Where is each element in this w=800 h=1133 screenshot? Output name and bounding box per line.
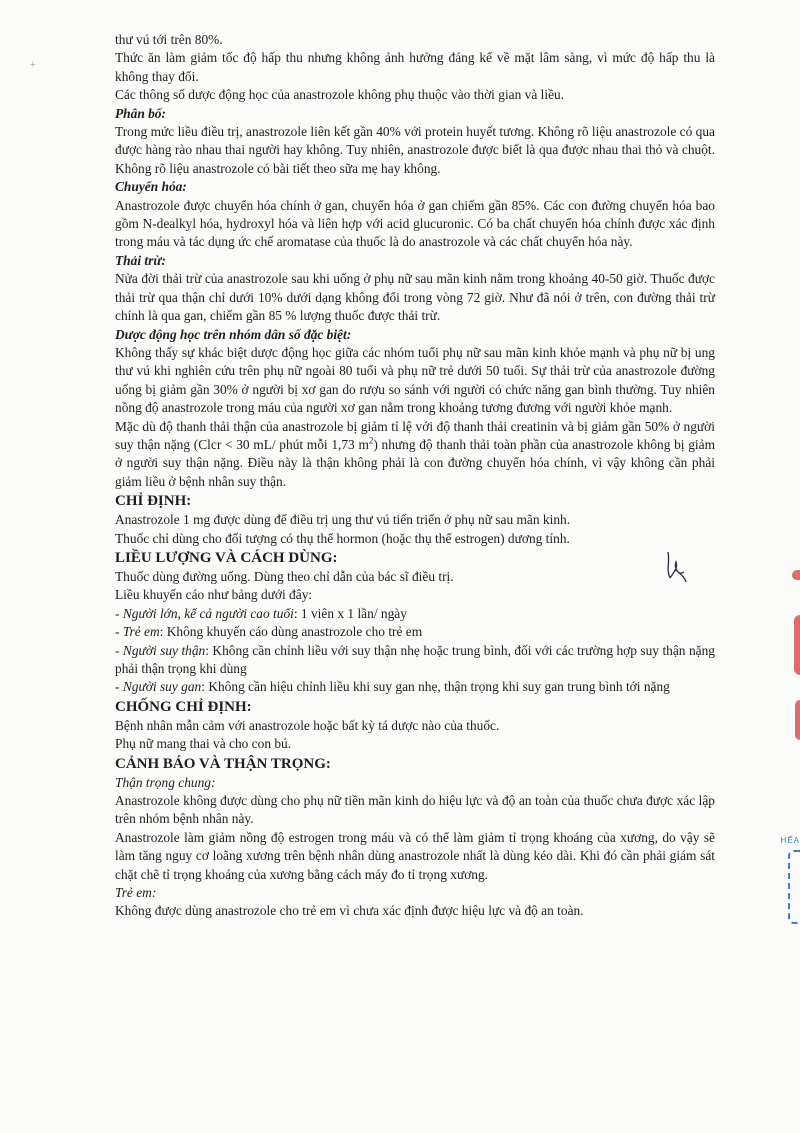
paragraph-warning-children: Không được dùng anastrozole cho trẻ em vì chưa xác định được hiệu lực và độ an toàn. xyxy=(115,903,584,919)
signature-mark xyxy=(660,548,690,584)
dosage-item-adults: - Người lớn, kể cả người cao tuổi: 1 viên x 1 lần/ ngày xyxy=(115,605,407,621)
paragraph-contraindication-2: Phụ nữ mang thai và cho con bú. xyxy=(115,736,292,752)
paragraph-warning-premenopausal: Anastrozole không được dùng cho phụ nữ tiền mãn kinh do hiệu lực và độ an toàn của thuốc chưa được xác lập trên nhóm bệnh nhân này. xyxy=(115,793,715,827)
stamp-edge-red-1 xyxy=(792,570,800,580)
subheading-elimination: Thải trừ: xyxy=(115,252,166,268)
subheading-distribution: Phân bố: xyxy=(115,105,166,121)
heading-indications: CHỈ ĐỊNH: xyxy=(115,493,192,510)
heading-dosage: LIỀU LƯỢNG VÀ CÁCH DÙNG: xyxy=(115,549,338,566)
paragraph-pk-parameters: Các thông số dược động học của anastrozole không phụ thuộc vào thời gian và liều. xyxy=(115,87,565,103)
paragraph-warning-bone-density: Anastrozole làm giảm nồng độ estrogen trong máu và có thể làm giảm tỉ trọng khoáng của xương, do vậy sẽ làm tăng nguy cơ loãng xương trên bệnh nhân dùng anastrozole nhất là dùng kéo dài. Khi đó cần phải giám sát chặt chẽ tỉ trọng khoáng của xương bằng cách máy đo tỉ trọng xương. xyxy=(115,829,715,882)
stamp-edge-red-3 xyxy=(795,700,800,740)
stamp-edge-blue xyxy=(788,850,800,924)
paragraph-contraindication-1: Bệnh nhân mẫn cảm với anastrozole hoặc bất kỳ tá dược nào của thuốc. xyxy=(115,717,500,733)
stamp-edge-red-2 xyxy=(794,615,800,675)
heading-contraindications: CHỐNG CHỈ ĐỊNH: xyxy=(115,698,252,715)
stamp-edge-blue-text: HẾA xyxy=(780,836,800,845)
paragraph-dosage-table-intro: Liều khuyến cáo như bảng dưới đây: xyxy=(115,587,313,603)
subheading-general-precautions: Thận trọng chung: xyxy=(115,774,216,790)
paragraph-indication-2: Thuốc chỉ dùng cho đối tượng có thụ thể hormon (hoặc thụ thể estrogen) dương tính. xyxy=(115,530,570,546)
paragraph-food-effect: Thức ăn làm giảm tốc độ hấp thu nhưng không ảnh hưởng đáng kể về mặt lâm sàng, vì mức độ hấp thu là không thay đổi. xyxy=(115,50,715,84)
paragraph-indication-1: Anastrozole 1 mg được dùng để điều trị ung thư vú tiến triển ở phụ nữ sau mãn kinh. xyxy=(115,512,571,528)
scan-speck: + xyxy=(30,60,36,71)
paragraph-special-populations-2: Mặc dù độ thanh thải thận của anastrozole bị giảm tỉ lệ với độ thanh thải creatinin và bị giảm gần 50% ở người suy thận nặng (Clcr < 30 mL/ phút mỗi 1,73 $m^2$) nhưng độ thanh thải toàn phần của anastrozole không bị giảm ở người suy thận nặng. Điều này là thận không phải là con đường chuyển hóa chính, vì vậy không cần phải giảm liều ở bệnh nhân suy thận. xyxy=(115,418,715,489)
heading-warnings: CẢNH BÁO VÀ THẬN TRỌNG: xyxy=(115,755,331,772)
paragraph-metabolism: Anastrozole được chuyển hóa chính ở gan, chuyển hóa ở gan chiếm gần 85%. Các con đường chuyển hóa bao gồm N-dealkyl hóa, hydroxyl hóa và liên hợp với acid glucuronic. Có ba chất chuyển hóa chính được xác định trong máu và tác dụng ức chế aromatase của thuốc là do anastrozole và các chất chuyển hóa này. xyxy=(115,197,715,250)
subheading-metabolism: Chuyển hóa: xyxy=(115,179,187,195)
document-page xyxy=(115,31,715,921)
dosage-item-children: - Trẻ em: Không khuyến cáo dùng anastrozole cho trẻ em xyxy=(115,624,423,640)
subheading-special-populations: Dược động học trên nhóm dân số đặc biệt: xyxy=(115,326,352,342)
subheading-children: Trẻ em: xyxy=(115,885,157,901)
paragraph-special-populations-1: Không thấy sự khác biệt dược động học giữa các nhóm tuổi phụ nữ sau mãn kinh khỏe mạnh và phụ nữ bị ung thư vú khi nghiên cứu trên phụ nữ ngoài 80 tuổi và phụ nữ trẻ dưới 50 tuổi. Sự thải trừ của anastrozole đường uống bị giảm gần 30% ở người bị xơ gan do rượu so sánh với người có chức năng gan bình thường. Tuy nhiên nồng độ anastrozole trong máu của người xơ gan nằm trong khoảng tương đương với người khỏe mạnh. xyxy=(115,344,715,416)
paragraph-absorption-end: thư vú tới trên 80%. xyxy=(115,32,223,47)
paragraph-distribution: Trong mức liều điều trị, anastrozole liên kết gần 40% với protein huyết tương. Không rõ liệu anastrozole có qua được hàng rào nhau thai người hay không. Tuy nhiên, anastrozole được biết là qua được nhau thai thỏ và chuột. Không rõ liệu anastrozole có bài tiết theo sữa mẹ hay không. xyxy=(115,124,715,176)
dosage-item-renal: - Người suy thận: Không cần chỉnh liều với suy thận nhẹ hoặc trung bình, đối với các trường hợp suy thận nặng phải thận trọng khi dùng xyxy=(115,642,715,676)
paragraph-dosage-route: Thuốc dùng đường uống. Dùng theo chỉ dẫn của bác sĩ điều trị. xyxy=(115,568,454,584)
paragraph-elimination: Nửa đời thải trừ của anastrozole sau khi uống ở phụ nữ sau mãn kinh nằm trong khoảng 40-50 giờ. Thuốc được thải trừ qua thận chỉ dưới 10% dưới dạng không đổi trong vòng 72 giờ. Như đã nói ở trên, con đường thải trừ chính là qua gan, chiếm gần 85 % lượng thuốc được thải trừ. xyxy=(115,271,715,324)
dosage-item-hepatic: - Người suy gan: Không cần hiệu chỉnh liều khi suy gan nhẹ, thận trọng khi suy gan trung bình tới nặng xyxy=(115,679,670,695)
